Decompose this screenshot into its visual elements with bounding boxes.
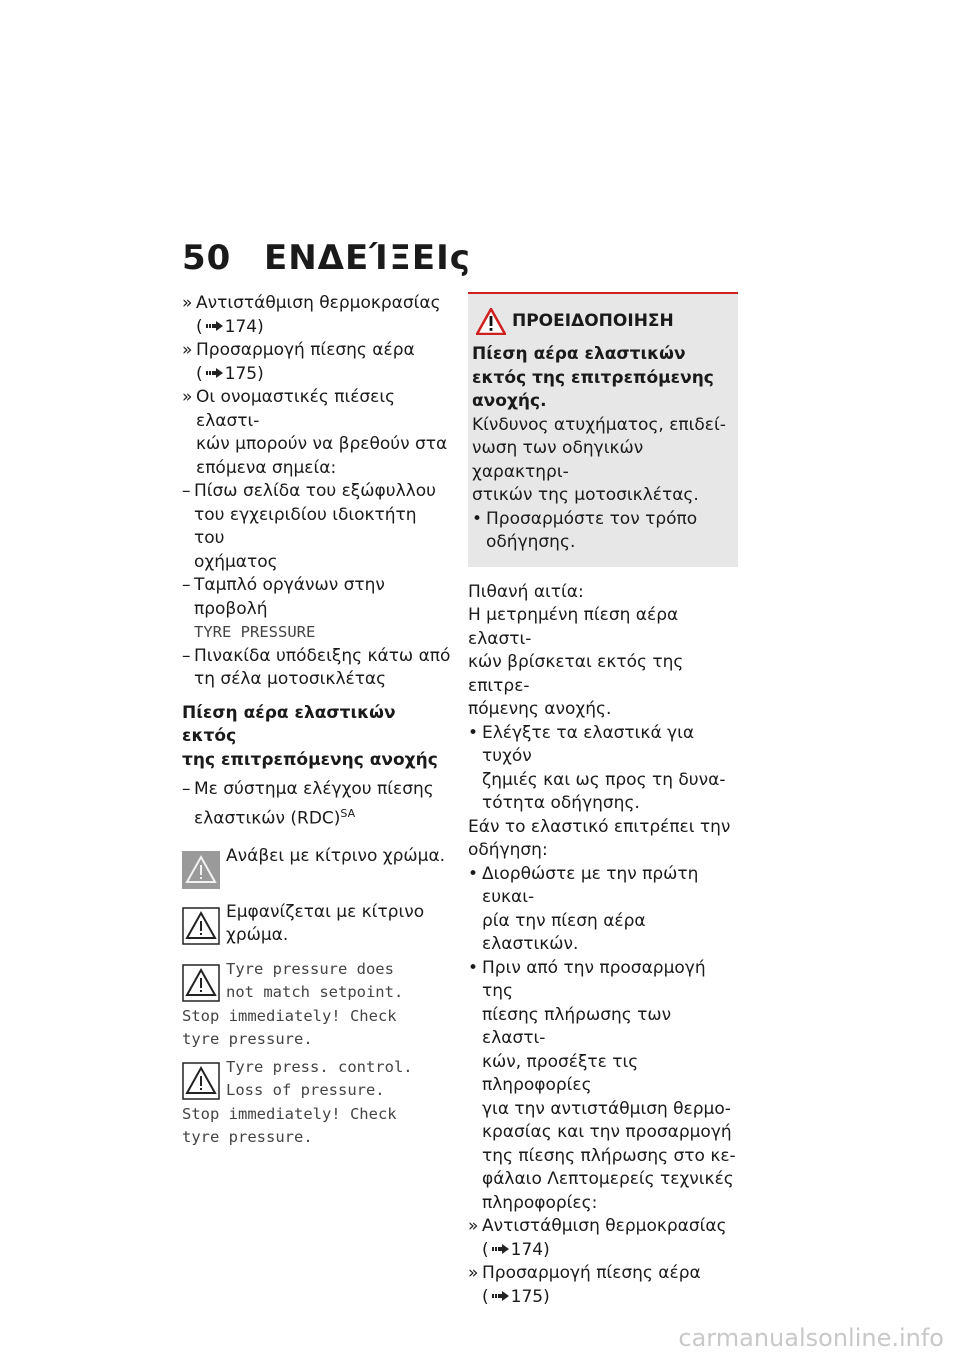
bullet-line: ρία την πίεση αέρα ελαστικών. bbox=[482, 910, 646, 954]
correct-pressure-bullet bbox=[468, 863, 738, 957]
location-line: οχήματος bbox=[194, 551, 278, 572]
bullet-line: τότητα οδήγησης. bbox=[482, 793, 640, 813]
bullet-line: ζημιές και ως προς τη δυνα- bbox=[482, 769, 726, 790]
warning-body-line: νωση των οδηγικών χαρακτηρι- bbox=[472, 438, 644, 482]
section-heading-line: Πίεση αέρα ελαστικών εκτός bbox=[182, 702, 396, 746]
arrow-right-icon bbox=[492, 1291, 509, 1301]
location-line: Ταμπλό οργάνων στην προβολή bbox=[194, 575, 385, 619]
reference-page-number: 175) bbox=[510, 1286, 550, 1307]
rdc-text: ελαστικών (RDC) bbox=[194, 808, 341, 829]
chevron-marker: » bbox=[182, 293, 193, 313]
message-line: not match setpoint. bbox=[226, 983, 404, 1002]
intro-line: κών μπορούν να βρεθούν στα bbox=[196, 434, 448, 454]
check-tyres-bullet bbox=[468, 722, 738, 816]
arrow-right-icon bbox=[206, 321, 223, 331]
location-line: Πίσω σελίδα του εξώφυλλου bbox=[194, 481, 436, 501]
page-header bbox=[182, 238, 471, 278]
warning-heading bbox=[472, 343, 728, 414]
reference-page-number: 174) bbox=[510, 1239, 550, 1260]
message-line: Loss of pressure. bbox=[226, 1081, 385, 1100]
warning-bullet-line: Προσαρμόστε τον τρόπο bbox=[486, 508, 698, 529]
message-line: Stop immediately! Check bbox=[182, 1104, 397, 1123]
page-number: 50 bbox=[182, 238, 232, 278]
rdc-item bbox=[182, 778, 452, 831]
reference-text: Αντιστάθμιση θερμοκρασίας bbox=[196, 293, 441, 313]
reference-page: ( 175) bbox=[482, 1286, 550, 1307]
warning-label: ΠΡΟΕΙΔΟΠΟΙΗΣΗ bbox=[512, 310, 674, 331]
condition-line: οδήγηση: bbox=[468, 840, 548, 860]
indicator-text bbox=[182, 901, 452, 948]
location-line: Πινακίδα υπόδειξης κάτω από bbox=[194, 645, 451, 666]
intro-line: Οι ονομαστικές πιέσεις ελαστι- bbox=[196, 387, 396, 431]
warning-heading-line: εκτός της επιτρεπόμενης bbox=[472, 367, 714, 388]
reference-text: Αντιστάθμιση θερμοκρασίας bbox=[482, 1216, 727, 1236]
message-line: tyre pressure. bbox=[182, 1030, 313, 1049]
arrow-right-icon bbox=[206, 368, 223, 378]
warning-triangle-icon bbox=[182, 851, 220, 889]
warning-triangle-icon bbox=[182, 907, 220, 945]
section-heading-line: της επιτρεπόμενης ανοχής bbox=[182, 749, 438, 770]
warning-triangle-icon bbox=[476, 308, 506, 335]
rdc-line: Με σύστημα ελέγχου πίεσης bbox=[194, 779, 434, 799]
location-item bbox=[182, 574, 452, 645]
bullet-line: φάλαιο Λεπτομερείς τεχνικές bbox=[482, 1169, 734, 1189]
bullet-line: πληροφορίες: bbox=[482, 1192, 598, 1213]
reference-pressure-adjustment[interactable] bbox=[468, 1262, 738, 1286]
indicator-text bbox=[182, 845, 452, 869]
bullet-line: Πριν από την προσαρμογή της bbox=[482, 957, 706, 1001]
bullet-line: για την αντιστάθμιση θερμο- bbox=[482, 1098, 731, 1119]
bullet-marker: • bbox=[472, 508, 483, 529]
bullet-line: της πίεσης πλήρωσης στο κε- bbox=[482, 1145, 736, 1166]
reference-page: ( 174) bbox=[196, 316, 264, 337]
cause-line: Η μετρημένη πίεση αέρα ελαστι- bbox=[468, 605, 679, 649]
left-column bbox=[182, 292, 452, 1150]
before-adjusting-bullet bbox=[468, 957, 738, 1216]
cause-label: Πιθανή αιτία: bbox=[468, 581, 584, 602]
tyre-pressure-warning-icon bbox=[182, 964, 220, 1002]
location-item bbox=[182, 645, 452, 692]
reference-page-number: 174) bbox=[224, 316, 264, 337]
warning-heading-line: ανοχής. bbox=[472, 391, 547, 411]
reference-pressure-adjustment[interactable] bbox=[182, 339, 452, 363]
warning-bullet bbox=[472, 508, 728, 555]
bullet-marker: • bbox=[468, 863, 479, 884]
warning-title bbox=[476, 308, 728, 335]
message-line: tyre pressure. bbox=[182, 1128, 313, 1147]
warning-body-line: Κίνδυνος ατυχήματος, επιδεί- bbox=[472, 414, 726, 435]
warning-box bbox=[468, 292, 738, 567]
chevron-marker: » bbox=[468, 1263, 479, 1283]
bullet-marker: • bbox=[468, 957, 479, 978]
reference-text: Προσαρμογή πίεσης αέρα bbox=[196, 340, 415, 360]
reference-temperature-compensation[interactable] bbox=[468, 1215, 738, 1239]
rdc-line bbox=[194, 802, 452, 831]
warning-body-line: στικών της μοτοσικλέτας. bbox=[472, 485, 699, 505]
display-message-text: TYRE PRESSURE bbox=[194, 623, 316, 641]
dash-marker: – bbox=[182, 779, 191, 799]
bullet-line: Ελέγξτε τα ελαστικά για τυχόν bbox=[482, 722, 695, 766]
bullet-line: Διορθώστε με την πρώτη ευκαι- bbox=[482, 863, 699, 907]
location-item bbox=[182, 480, 452, 574]
location-line: τη σέλα μοτοσικλέτας bbox=[194, 669, 387, 689]
chevron-marker: » bbox=[468, 1216, 479, 1236]
tyre-pressure-warning-icon bbox=[182, 1062, 220, 1100]
dash-marker: – bbox=[182, 575, 191, 595]
dash-marker: – bbox=[182, 645, 191, 666]
display-message bbox=[182, 1056, 452, 1150]
dash-marker: – bbox=[182, 481, 191, 501]
bullet-line: πίεσης πλήρωσης των ελαστι- bbox=[482, 1004, 672, 1048]
chapter-title: ΕΝΔΕΊΞΕΙς bbox=[264, 238, 471, 278]
site-watermark[interactable]: carmanualsonline.info bbox=[678, 1324, 944, 1352]
indicator-line: Ανάβει με κίτρινο χρώμα. bbox=[226, 845, 446, 866]
bullet-line: κρασίας και την προσαρμογή bbox=[482, 1122, 732, 1142]
section-heading bbox=[182, 702, 452, 773]
location-line: του εγχειριδίου ιδιοκτήτη του bbox=[194, 504, 417, 548]
bullet-line: κών, προσέξτε τις πληροφορίες bbox=[482, 1051, 639, 1095]
reference-page-number: 175) bbox=[224, 363, 264, 384]
warning-heading-line: Πίεση αέρα ελαστικών bbox=[472, 344, 686, 364]
indicator-line: Εμφανίζεται με κίτρινο bbox=[226, 901, 425, 922]
reference-page: ( 175) bbox=[196, 363, 264, 384]
cause-line: πόμενης ανοχής. bbox=[468, 699, 612, 719]
indicator-shown bbox=[182, 901, 452, 948]
chevron-marker: » bbox=[182, 340, 193, 360]
intro-line: επόμενα σημεία: bbox=[196, 457, 337, 478]
message-line: Stop immediately! Check bbox=[182, 1006, 397, 1025]
warning-bullet-line: οδήγησης. bbox=[486, 532, 576, 552]
display-message bbox=[182, 958, 452, 1052]
reference-text: Προσαρμογή πίεσης αέρα bbox=[482, 1263, 701, 1283]
right-column bbox=[468, 292, 738, 1309]
reference-temperature-compensation[interactable] bbox=[182, 292, 452, 316]
arrow-right-icon bbox=[492, 1244, 509, 1254]
chevron-marker: » bbox=[182, 387, 193, 407]
indicator-lit bbox=[182, 845, 452, 891]
bullet-marker: • bbox=[468, 722, 479, 743]
indicator-line: χρώμα. bbox=[226, 925, 289, 946]
message-line: Tyre pressure does bbox=[226, 959, 394, 978]
reference-page: ( 174) bbox=[482, 1239, 550, 1260]
message-line: Tyre press. control. bbox=[226, 1057, 413, 1076]
cause-line: κών βρίσκεται εκτός της επιτρε- bbox=[468, 652, 684, 696]
condition-line: Εάν το ελαστικό επιτρέπει την bbox=[468, 816, 731, 837]
nominal-pressure-intro bbox=[182, 386, 452, 480]
optional-equipment-badge: SA bbox=[340, 806, 356, 820]
